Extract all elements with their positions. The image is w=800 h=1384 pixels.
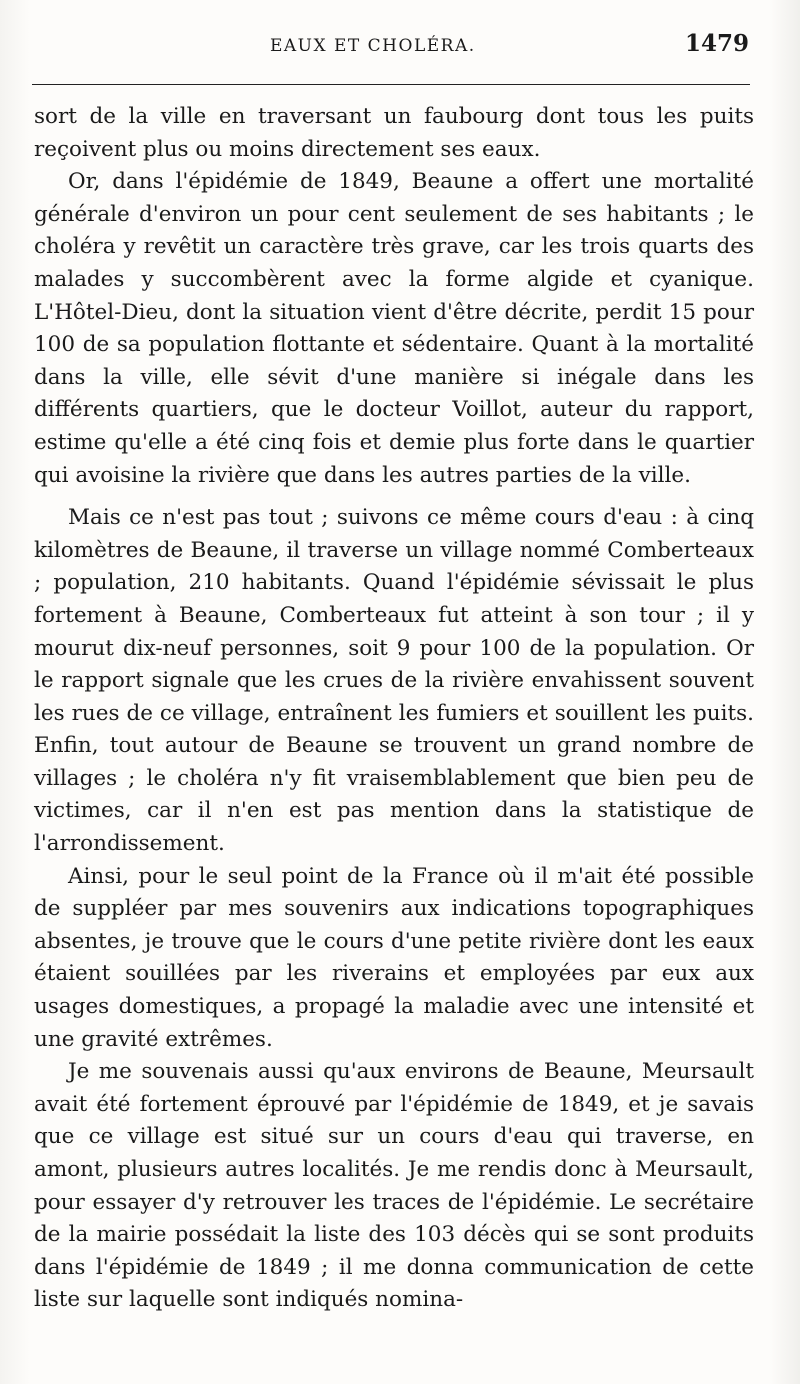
page-number: 1479 (684, 30, 749, 57)
page-header (30, 26, 755, 66)
paragraph: Ainsi, pour le seul point de la France où il m'ait été possible de suppléer par mes souvenirs aux indications topographiques absentes, je trouve que le cours d'une petite rivière dont les eaux étaient souillées par les riverains et employées par eux aux usages domestiques, a propagé la maladie avec une intensité et une gravité extrêmes. (34, 863, 754, 1052)
body-text (34, 101, 754, 1317)
paragraph: sort de la ville en traversant un faubourg dont tous les puits reçoivent plus ou moins directement ses eaux. (34, 104, 754, 162)
paragraph: Je me souvenais aussi qu'aux environs de Beaune, Meursault avait été fortement éprouvé par l'épidémie de 1849, et je savais que ce village est situé sur un cours d'eau qui traverse, en amont, plusieurs autres localités. Je me rendis donc à Meursault, pour essayer d'y retrouver les traces de l'épidémie. Le secrétaire de la mairie possédait la liste des 103 décès qui se sont produits dans l'épidémie de 1849 ; il me donna communication de cette liste sur laquelle sont indiqués nomina- (34, 1059, 754, 1313)
header-rule (32, 84, 750, 85)
running-title: EAUX ET CHOLÉRA. (270, 36, 476, 56)
paragraph: Mais ce n'est pas tout ; suivons ce même cours d'eau : à cinq kilomètres de Beaune, il traverse un village nommé Comberteaux ; population, 210 habitants. Quand l'épidémie sévissait le plus fortement à Beaune, Comberteaux fut atteint à son tour ; il y mourut dix-neuf personnes, soit 9 pour 100 de la population. Or le rapport signale que les crues de la rivière envahissent souvent les rues de ce village, entraînent les fumiers et souillent les puits. Enfin, tout autour de Beaune se trouvent un grand nombre de villages ; le choléra n'y fit vraisemblablement que bien peu de victimes, car il n'en est pas mention dans la statistique de l'arrondissement. (34, 505, 754, 857)
paragraph: Or, dans l'épidémie de 1849, Beaune a offert une mortalité générale d'environ un pour cent seulement de ses habitants ; le choléra y revêtit un caractère très grave, car les trois quarts des malades y succombèrent avec la forme algide et cyanique. L'Hôtel-Dieu, dont la situation vient d'être décrite, perdit 15 pour 100 de sa population flottante et sédentaire. Quant à la mortalité dans la ville, elle sévit d'une manière si inégale dans les différents quartiers, que le docteur Voillot, auteur du rapport, estime qu'elle a été cinq fois et demie plus forte dans le quartier qui avoisine la rivière que dans les autres parties de la ville. (34, 169, 754, 488)
